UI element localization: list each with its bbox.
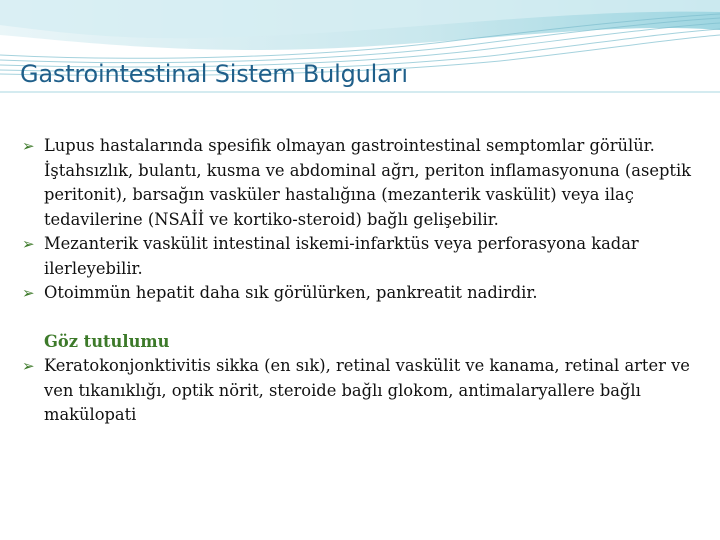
- arrow-bullet-icon: ➢: [22, 284, 35, 302]
- bullet-item-gi-3: [22, 281, 702, 306]
- bullet-item-gi-2: [22, 232, 702, 281]
- bullet-text: Lupus hastalarında spesifik olmayan gastrointestinal semptomlar görülür. İştahsızlık, bulantı, kusma ve abdominal ağrı, periton inflamasyonuna (aseptik peritonit), barsağın vasküler hastalığına (mezanterik vaskülit) veya ilaç tedavilerine (NSAİİ ve kortiko-steroid) bağlı gelişebilir.: [44, 136, 692, 229]
- arrow-bullet-icon: ➢: [22, 137, 35, 155]
- bullet-text: Mezanterik vaskülit intestinal iskemi-infarktüs veya perforasyona kadar ilerleyebilir.: [44, 234, 639, 278]
- arrow-bullet-icon: ➢: [22, 235, 35, 253]
- bullet-text: Otoimmün hepatit daha sık görülürken, pankreatit nadirdir.: [44, 283, 538, 302]
- eye-section-heading: Göz tutulumu: [44, 331, 170, 351]
- arrow-bullet-icon: ➢: [22, 357, 35, 375]
- slide-title: Gastrointestinal Sistem Bulguları: [20, 60, 408, 88]
- bullet-item-gi-1: [22, 134, 702, 232]
- bullet-text: Keratokonjonktivitis sikka (en sık), retinal vaskülit ve kanama, retinal arter ve ven tıkanıklığı, optik nörit, steroide bağlı glokom, antimalaryallere bağlı makülopati: [44, 356, 690, 424]
- slide-content: [22, 134, 702, 428]
- bullet-item-eye-1: [22, 354, 702, 428]
